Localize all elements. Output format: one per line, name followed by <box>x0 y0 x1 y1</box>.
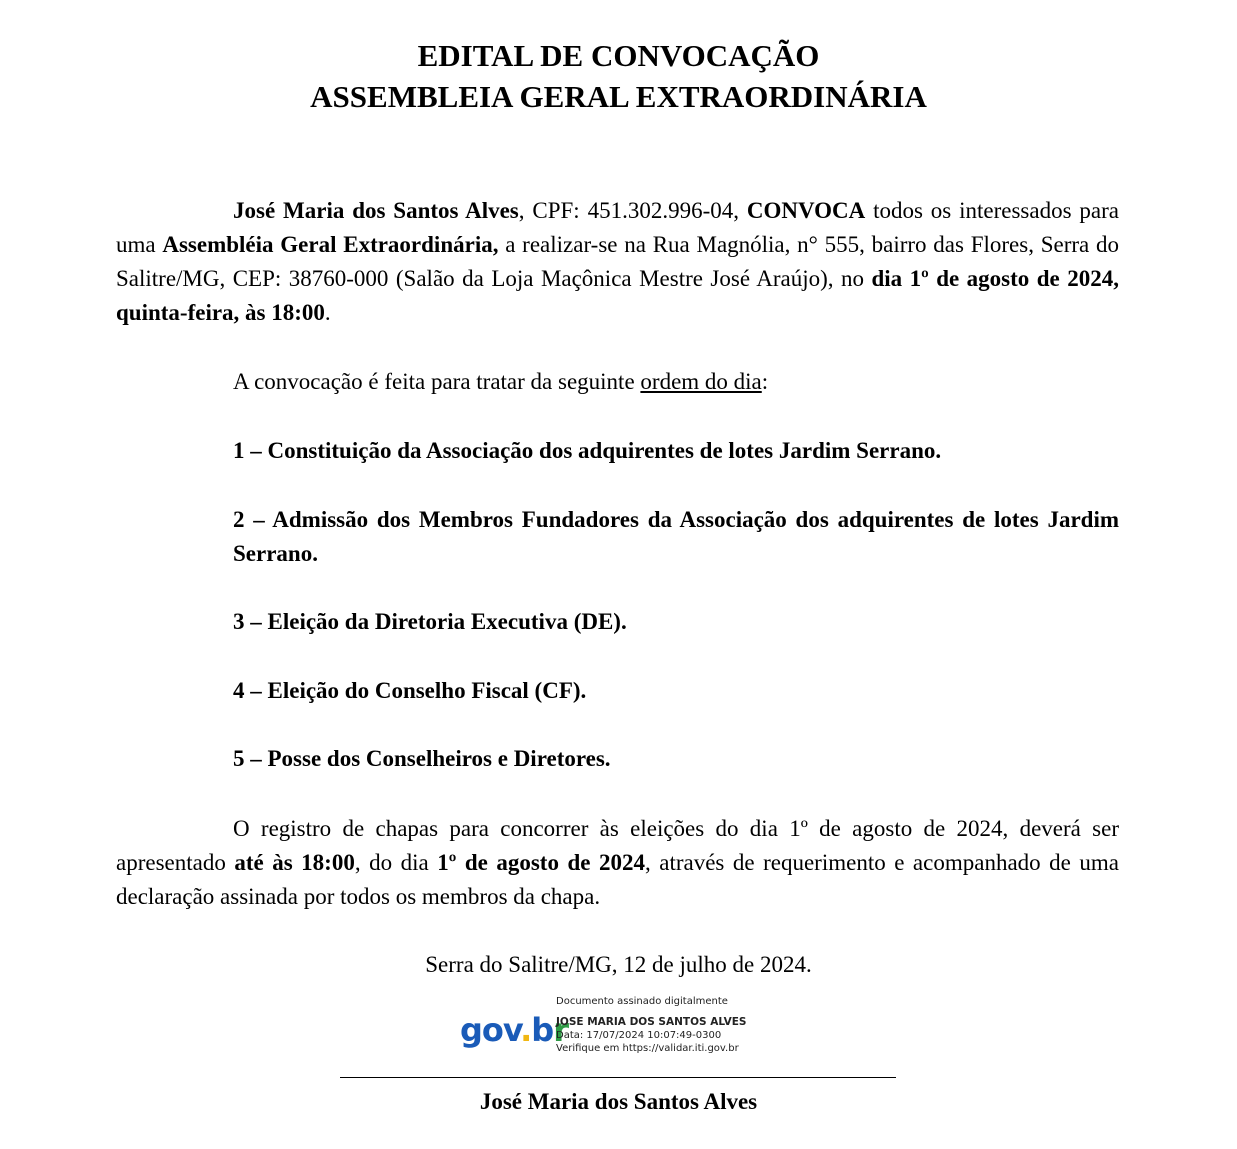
meeting-date: dia 1º de agosto de 2024, quinta-feira, às 18:00 <box>116 266 1119 325</box>
convoca-word: CONVOCA <box>746 198 866 223</box>
document-subtitle: ASSEMBLEIA GERAL EXTRAORDINÁRIA <box>310 79 927 114</box>
intro-paragraph: José Maria dos Santos Alves, CPF: 451.302.996-04, CONVOCA todos os interessados para uma Assembléia Geral Extraordinária, a realizar-se na Rua Magnólia, n° 555, bairro das Flores, Serra do Salitre/MG, CEP: 38760-000 (Salão da Loja Maçônica Mestre José Araújo), no dia 1º de agosto de 2024, quinta-feira, às 18:00. <box>116 198 1119 325</box>
agenda-underlined: ordem do dia <box>640 369 762 394</box>
govbr-logo: gov.br <box>460 1011 568 1049</box>
registration-paragraph: O registro de chapas para concorrer às eleições do dia 1º de agosto de 2024, deverá ser apresentado até às 18:00, do dia 1º de agosto de 2024, através de requerimento e acompanhado de uma declaração assinada por todos os membros da chapa. <box>116 816 1119 909</box>
convener-name: José Maria dos Santos Alves <box>233 198 519 223</box>
place-date: Serra do Salitre/MG, 12 de julho de 2024. <box>425 952 812 977</box>
signer-name: José Maria dos Santos Alves <box>479 1089 758 1114</box>
signature-header: Documento assinado digitalmente <box>556 996 728 1007</box>
agenda-intro: A convocação é feita para tratar da seguinte ordem do dia: <box>233 369 769 394</box>
registration-time: até às 18:00 <box>234 850 355 875</box>
signature-details <box>556 995 776 1055</box>
agenda-item-5: 5 – Posse dos Conselheiros e Diretores. <box>233 746 611 771</box>
agenda-item-4: 4 – Eleição do Conselho Fiscal (CF). <box>233 678 587 703</box>
signature-line <box>340 1077 896 1078</box>
document-title: EDITAL DE CONVOCAÇÃO <box>417 38 820 73</box>
signature-verify-link: Verifique em https://validar.iti.gov.br <box>556 1043 739 1054</box>
signature-signer: JOSE MARIA DOS SANTOS ALVES <box>556 1016 747 1028</box>
signature-date: Data: 17/07/2024 10:07:49-0300 <box>556 1030 722 1041</box>
registration-date: 1º de agosto de 2024 <box>437 850 645 875</box>
agenda-item-3: 3 – Eleição da Diretoria Executiva (DE). <box>233 609 627 634</box>
digital-signature-stamp <box>458 993 778 1063</box>
agenda-item-2: 2 – Admissão dos Membros Fundadores da Associação dos adquirentes de lotes Jardim Serrano. <box>233 507 1119 566</box>
assembly-name: Assembléia Geral Extraordinária, <box>162 232 499 257</box>
agenda-item-1: 1 – Constituição da Associação dos adquirentes de lotes Jardim Serrano. <box>233 438 942 463</box>
